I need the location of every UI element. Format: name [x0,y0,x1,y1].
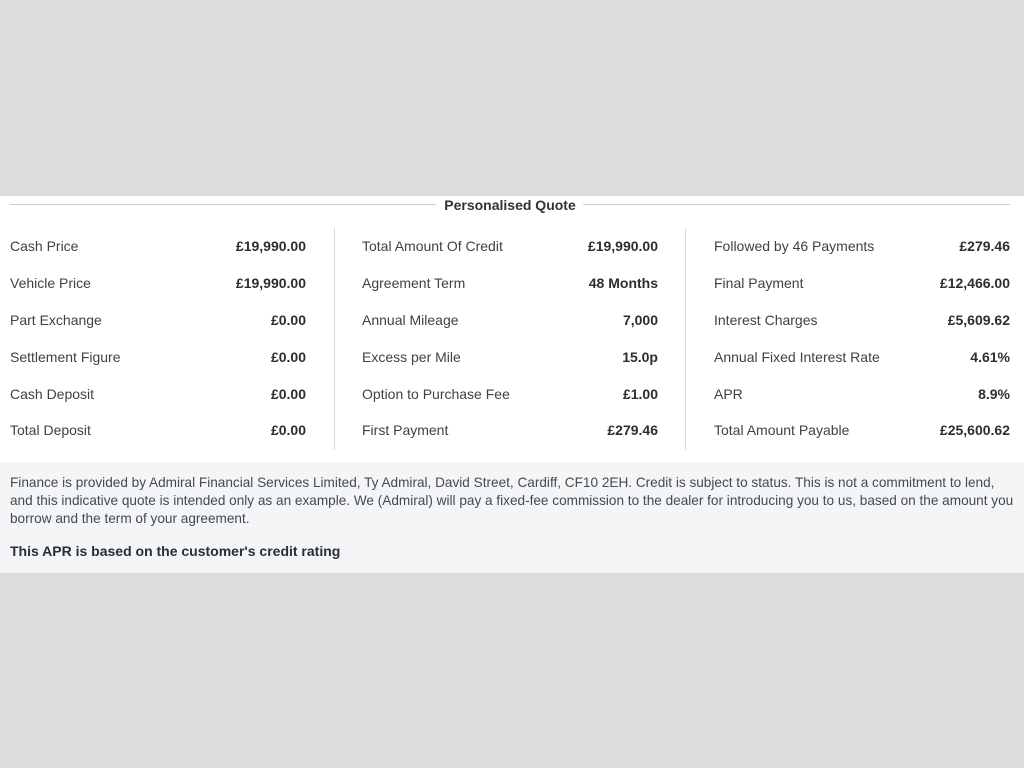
row-value: £25,600.62 [939,422,1010,439]
quote-column-credit [362,228,658,450]
row-label: Followed by 46 Payments [714,238,875,255]
row-label: Total Amount Of Credit [362,238,503,255]
row-value: £0.00 [270,311,306,328]
apr-note: This APR is based on the customer's credit rating [10,543,341,559]
row-label: Option to Purchase Fee [362,385,510,402]
quote-row [362,412,658,449]
quote-header [10,196,1010,216]
quote-row [362,302,658,339]
row-value: £1.00 [622,385,658,402]
row-label: Cash Deposit [10,385,95,402]
quote-row [362,228,658,265]
row-value: £279.46 [959,238,1010,255]
row-label: Total Deposit [10,422,91,439]
quote-row [714,228,1010,265]
row-label: APR [714,385,743,402]
quote-row [362,265,658,302]
quote-panel [0,196,1024,573]
row-value: £19,990.00 [235,275,306,292]
quote-column-payments [714,228,1010,450]
quote-row [714,265,1010,302]
row-value: 8.9% [978,385,1010,402]
quote-row [10,412,306,449]
quote-row [714,412,1010,449]
quote-row [714,302,1010,339]
row-label: Vehicle Price [10,275,91,292]
row-label: Annual Mileage [362,311,459,328]
row-label: Excess per Mile [362,348,461,365]
finance-disclaimer [0,462,1024,573]
quote-row [362,375,658,412]
row-label: Annual Fixed Interest Rate [714,348,880,365]
row-label: Total Amount Payable [714,422,850,439]
row-value: £279.46 [607,422,658,439]
row-label: Part Exchange [10,311,102,328]
row-value: £0.00 [270,385,306,402]
row-value: £12,466.00 [939,275,1010,292]
column-divider [334,228,335,450]
quote-row [10,265,306,302]
row-value: 4.61% [970,348,1010,365]
quote-row [10,338,306,375]
quote-row [10,375,306,412]
row-label: Cash Price [10,238,79,255]
quote-row [362,338,658,375]
row-label: Interest Charges [714,311,818,328]
column-divider [685,228,686,450]
row-value: £5,609.62 [947,311,1010,328]
quote-columns [0,228,1024,450]
row-value: £0.00 [270,422,306,439]
row-label: Final Payment [714,275,804,292]
row-value: 7,000 [622,311,658,328]
row-value: 48 Months [588,275,658,292]
row-label: First Payment [362,422,449,439]
quote-column-price [10,228,306,450]
row-value: £19,990.00 [587,238,658,255]
quote-row [714,338,1010,375]
quote-row [10,228,306,265]
row-value: 15.0p [622,348,658,365]
quote-row [10,302,306,339]
row-label: Settlement Figure [10,348,121,365]
disclaimer-text: Finance is provided by Admiral Financial Services Limited, Ty Admiral, David Street, Cardiff, CF10 2EH. Credit is subject to status. This is not a commitment to lend, and this indicative quote is intended only as an example. We (Admiral) will pay a fixed-fee commission to the dealer for introducing you to us, based on the amount you borrow and the term of your agreement. [10,475,1014,526]
quote-title: Personalised Quote [436,196,583,214]
row-value: £0.00 [270,348,306,365]
row-value: £19,990.00 [235,238,306,255]
quote-row [714,375,1010,412]
row-label: Agreement Term [362,275,466,292]
